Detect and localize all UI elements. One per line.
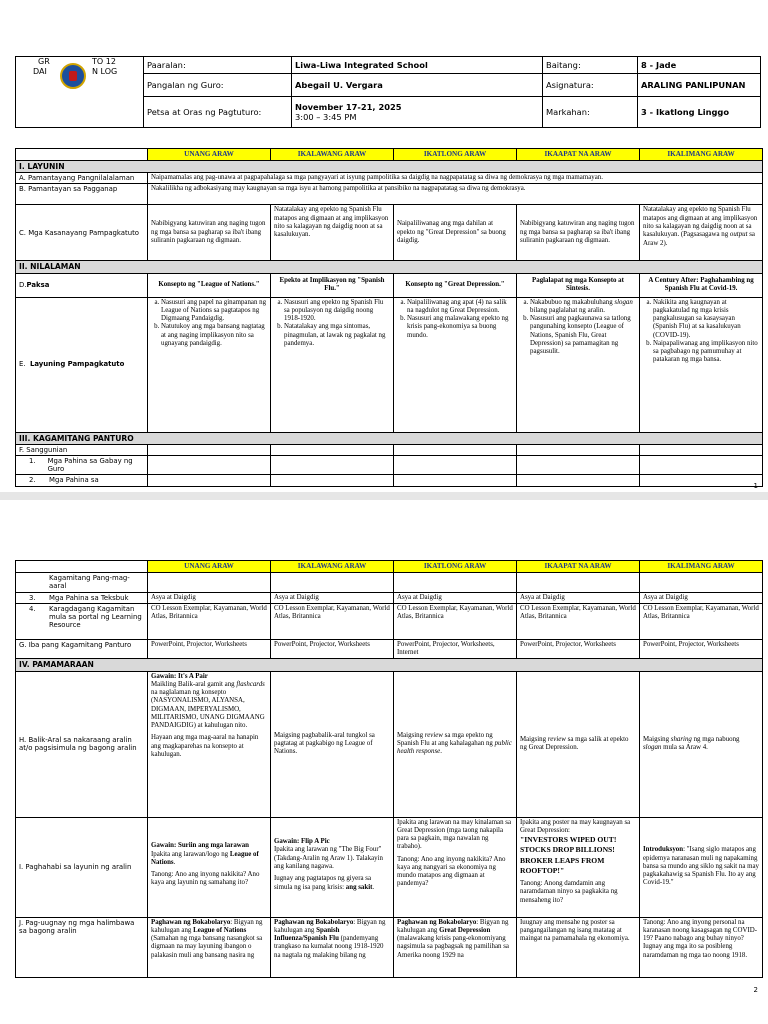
C-day-5 xyxy=(640,205,763,261)
I2-d: . xyxy=(372,883,375,891)
r4-day-5: CO Lesson Exemplar, Kayamanan, World Atlas, Britannica xyxy=(640,603,763,639)
I5-a: Introduksyon xyxy=(643,846,684,854)
I4-b: "INVESTORS WIPED OUT! STOCKS DROP BILLIONS! BROKER LEAPS FROM ROOFTOP!" xyxy=(520,835,617,875)
D-day-3: Konsepto ng "Great Depression." xyxy=(394,273,517,297)
E-day-4-b: b. Nasusuri ang pagkaunawa sa tatlong pangunahing konsepto (League of Nations, Spanish Flu, Great Depression) sa pamamagitan ng pagsusulit. xyxy=(530,315,636,356)
D-day-4: Paglalapat ng mga Konsepto at Sintesis. xyxy=(517,273,640,297)
I2-b: Iugnay ang pagtatapos ng giyera sa simula ng isa pang krisis: xyxy=(274,875,372,891)
C-day-2: Natatalakay ang epekto ng Spanish Flu matapos ang digmaan at ang implikasyon nito sa kalagayan ng daigdig noon at sa kasalukuyan. xyxy=(271,205,394,261)
A-text: Naipamamalas ang pag-unawa at pagpapahalaga sa mga pangyayari at isyung pampolitika sa daigdig na nagpapatatag sa diwa ng demokrasya ng mga mamamayan. xyxy=(148,173,763,184)
r4-day-1: CO Lesson Exemplar, Kayamanan, World Atlas, Britannica xyxy=(148,603,271,639)
H-day-3 xyxy=(394,671,517,817)
J-day-2 xyxy=(271,917,394,977)
J1-c: League of Nations xyxy=(193,926,247,934)
section-layunin: I. LAYUNIN xyxy=(16,161,763,173)
E-label-text: Layuning Pampagkatuto xyxy=(29,360,125,369)
H-day-5 xyxy=(640,671,763,817)
r3-day-3: Asya at Daigdig xyxy=(394,592,517,603)
H-label: H. Balik-Aral sa nakaraang aralin at/o pagsisimula ng bagong aralin xyxy=(16,671,148,817)
F2-label xyxy=(16,475,148,486)
H3-a: Maigsing xyxy=(397,731,424,739)
H3-b: review xyxy=(424,731,443,739)
H5-e: mula sa Araw 4. xyxy=(663,744,708,752)
C-label: C. Mga Kasanayang Pampagkatuto xyxy=(16,205,148,261)
C-day-1: Nabibigyang katuwiran ang naging tugon ng mga bansa sa pagharap sa iba't ibang suliranin pagkaraan ng digmaan. xyxy=(148,205,271,261)
r3-no: 3. xyxy=(29,593,36,602)
I1-c: . xyxy=(173,858,176,866)
day-1-header: UNANG ARAW xyxy=(148,149,271,161)
D-day-1: Konsepto ng "League of Nations." xyxy=(148,273,271,297)
school-label: Paaralan: xyxy=(144,57,292,74)
section-kagamitang-panturo: III. KAGAMITANG PANTURO xyxy=(16,432,763,444)
logo-text-right: TO 12 xyxy=(92,57,116,66)
r4-day-3: CO Lesson Exemplar, Kayamanan, World Atlas, Britannica xyxy=(394,603,517,639)
C-day-5-text: Natatalakay ang epekto ng Spanish Flu matapos ang digmaan at ang implikasyon nito sa kalagayan ng daigdig noon at sa kasalukuyan. (Pagsasagawa ng xyxy=(643,206,758,239)
page-number-2: 2 xyxy=(753,986,758,994)
E-day-3 xyxy=(394,297,517,432)
J3-b: : Bigyan ng kahulugan ang xyxy=(397,918,509,934)
date-value: November 17-21, 2025 xyxy=(295,102,402,112)
E-day-4-a-2: bilang paglalahat ng aralin. xyxy=(530,306,606,314)
I-day-3 xyxy=(394,817,517,917)
I-label: I. Paghahabi sa layunin ng aralin xyxy=(16,817,148,917)
grade-label: Baitang: xyxy=(543,57,638,74)
E-day-2 xyxy=(271,297,394,432)
C-day-5-output: output xyxy=(729,231,748,239)
subject-label: Asignatura: xyxy=(543,74,638,97)
day-5-header-2: IKALIMANG ARAW xyxy=(640,561,763,573)
day-4-header-2: IKAAPAT NA ARAW xyxy=(517,561,640,573)
day-header-row xyxy=(16,149,763,161)
G-day-3: PowerPoint, Projector, Worksheets, Internet xyxy=(394,639,517,659)
logo-text-left-2: DAI xyxy=(33,67,47,76)
I3-b: Tanong: Ano ang inyong nakikita? Ano kaya ang nangyari sa ekonomiya ng mundo matapos ang digmaan at pandemya? xyxy=(397,855,506,888)
page-1 xyxy=(0,0,768,492)
quarter-label: Markahan: xyxy=(543,97,638,128)
logo-text-left: GR xyxy=(38,57,50,66)
r4-text: Karagdagang Kagamitan mula sa portal ng Learning Resource xyxy=(49,604,142,630)
I4-a: Ipakita ang poster na may kaugnayan sa Great Depression: xyxy=(520,818,631,834)
logo-text-right-2: N LOG xyxy=(92,67,118,76)
B-label: B. Pamantayan sa Pagganap xyxy=(16,184,148,205)
H-day-1 xyxy=(148,671,271,817)
day-1-header-2: UNANG ARAW xyxy=(148,561,271,573)
day-2-header: IKALAWANG ARAW xyxy=(271,149,394,161)
D-label-pre: D. xyxy=(19,280,27,289)
r3-day-5: Asya at Daigdig xyxy=(640,592,763,603)
H-day-2: Maigsing pagbabalik-aral tungkol sa pagtatag at pagkabigo ng League of Nations. xyxy=(271,671,394,817)
G-label: G. Iba pang Kagamitang Panturo xyxy=(16,639,148,659)
r3-text: Mga Pahina sa Teksbuk xyxy=(49,593,129,602)
date-label: Petsa at Oras ng Pagtuturo: xyxy=(144,97,292,128)
r4-day-2: CO Lesson Exemplar, Kayamanan, World Atlas, Britannica xyxy=(271,603,394,639)
D-label-text: Paksa xyxy=(26,280,50,289)
E-label xyxy=(16,297,148,432)
J3-d: (malawakang krisis pang-ekonomiyang nagsimula sa pagbagsak ng pamilihan sa Amerika noong 1929 na xyxy=(397,935,509,959)
E-day-5-a: a. Nakikita ang kaugnayan at pagkakatulad ng mga krisis pangkalusugan sa kasaysayan (Spanish Flu) at sa kasalukuyan (COVID-19). xyxy=(653,299,759,340)
main-table-page-2 xyxy=(15,560,763,978)
day-3-header: IKATLONG ARAW xyxy=(394,149,517,161)
r4-label xyxy=(16,603,148,639)
G-day-2: PowerPoint, Projector, Worksheets xyxy=(271,639,394,659)
time-value: 3:00 – 3:45 PM xyxy=(295,112,357,122)
page-number-1: 1 xyxy=(753,482,758,490)
G-day-4: PowerPoint, Projector, Worksheets xyxy=(517,639,640,659)
teacher-label: Pangalan ng Guro: xyxy=(144,74,292,97)
J2-d: (pandemyang trangkaso na kumalat noong 1918-1920 na nagtala ng malaking bilang ng xyxy=(274,935,384,959)
I2-title: Gawain: Flip A Pic xyxy=(274,838,330,846)
I4-c: Tanong: Anong damdamin ang naramdaman ninyo sa pagkakita ng mensaheng ito? xyxy=(520,880,618,904)
school-value: Liwa-Liwa Integrated School xyxy=(292,57,543,74)
E-day-2-a: a. Nasusuri ang epekto ng Spanish Flu sa populasyon ng daigdig noong 1918-1920. xyxy=(284,299,390,324)
H1-d: Hayaan ang mga mag-aaral na hanapin ang magkaparehas na konsepto at kahulugan. xyxy=(151,734,259,759)
day-2-header-2: IKALAWANG ARAW xyxy=(271,561,394,573)
I1-title: Gawain: Suriin ang mga larawan xyxy=(151,842,250,850)
I1-a: Ipakita ang larawan/logo ng xyxy=(151,850,229,858)
H4-a: Maigsing xyxy=(520,735,547,743)
header-table xyxy=(15,56,761,128)
r3-label xyxy=(16,592,148,603)
I1-d: Tanong: Ano ang inyong nakikita? Ano kaya ang layunin ng samahang ito? xyxy=(151,871,260,887)
H1-title: Gawain: It's A Pair xyxy=(151,672,208,680)
B-text: Nakalilikha ng adbokasiyang may kaugnayan sa mga isyu at hamong pampolitika at pansibiko na nagpapatatag sa diwa ng demokrasya. xyxy=(148,184,763,205)
date-value-cell xyxy=(292,97,543,128)
C-day-3: Naipaliliwanag ang mga dahilan at epekto ng "Great Depression" sa buong daigdig. xyxy=(394,205,517,261)
H1-a: Maikling Balik-aral gamit ang xyxy=(151,680,235,688)
J-day-5: Tanong: Ano ang inyong personal na karanasan noong kasagsagan ng COVID-19? Paano nabago ang buhay ninyo? Iugnay ang mga ito sa posibleng naramdaman ng mga tao noong 1918. xyxy=(640,917,763,977)
I3-a: Ipakita ang larawan na may kinalaman sa Great Depression (mga taong nakapila para sa pagkain, mga nawalan ng trabaho). xyxy=(397,818,512,851)
E-day-2-b: b. Natatalakay ang mga sintomas, pinagmulan, at lawak ng pagkalat ng pandemya. xyxy=(284,323,390,348)
I-day-1 xyxy=(148,817,271,917)
J2-a: Paghawan ng Bokabolaryo xyxy=(274,918,354,926)
E-day-5-b: b. Naipapaliwanag ang implikasyon nito sa pagbabago ng pamumuhay at patakaran ng mga bansa. xyxy=(653,340,759,365)
F1-no: 1. xyxy=(29,456,36,465)
I2-c: ang sakit xyxy=(345,883,373,891)
D-day-5: A Century After: Paghahambing ng Spanish Flu at Covid-19. xyxy=(640,273,763,297)
H3-d: public health response xyxy=(397,739,512,756)
day-header-row-2 xyxy=(16,561,763,573)
deped-seal-icon xyxy=(60,63,86,89)
J-day-1 xyxy=(148,917,271,977)
r3-day-1: Asya at Daigdig xyxy=(148,592,271,603)
D-label xyxy=(16,273,148,297)
teacher-value: Abegail U. Vergara xyxy=(292,74,543,97)
J2-b: : Bigyan ng kahulugan ang xyxy=(274,918,386,934)
cont-label: Kagamitang Pang-mag-aaral xyxy=(16,573,148,593)
day-5-header: IKALIMANG ARAW xyxy=(640,149,763,161)
section-nilalaman: II. NILALAMAN xyxy=(16,261,763,273)
E-day-3-a: a. Naipaliliwanag ang apat (4) na salik na nagdulot ng Great Depression. xyxy=(407,299,513,316)
H1-b: flashcards xyxy=(236,680,265,688)
J3-a: Paghawan ng Bokabolaryo xyxy=(397,918,477,926)
E-day-1-a: a. Nasusuri ang papel na ginampanan ng League of Nations sa pagtatapos ng Digmaang Pandaigdig. xyxy=(161,299,267,324)
J1-d: (Samahan ng mga bansang nasangkot sa digmaan na may layuning ibangon o palakasin muli ang bansang nasira ng xyxy=(151,935,263,959)
E-day-4-a-1: Nakabubuo ng makabuluhang xyxy=(530,298,613,306)
r4-day-4: CO Lesson Exemplar, Kayamanan, World Atlas, Britannica xyxy=(517,603,640,639)
r3-day-2: Asya at Daigdig xyxy=(271,592,394,603)
H3-c: sa mga epekto ng Spanish Flu at ang kahalagahan ng xyxy=(397,731,493,747)
E-label-pre: E. xyxy=(19,360,26,369)
I-day-5 xyxy=(640,817,763,917)
J-label: J. Pag-uugnay ng mga halimbawa sa bagong aralin xyxy=(16,917,148,977)
day-4-header: IKAAPAT NA ARAW xyxy=(517,149,640,161)
I-day-4 xyxy=(517,817,640,917)
J-day-3 xyxy=(394,917,517,977)
H4-c: sa mga salik at epekto ng Great Depression. xyxy=(520,735,629,752)
page-2 xyxy=(0,500,768,1024)
E-day-3-b: b. Nasusuri ang malawakang epekto ng krisis pang-ekonomiya sa buong mundo. xyxy=(407,315,513,340)
E-day-4-a xyxy=(530,299,636,316)
J-day-4: Iuugnay ang mensahe ng poster sa pangangailangan ng isang matatag at maingat na pamamahala ng ekonomiya. xyxy=(517,917,640,977)
H5-d: slogan xyxy=(643,744,662,752)
J1-a: Paghawan ng Bokabolaryo xyxy=(151,918,231,926)
day-3-header-2: IKATLONG ARAW xyxy=(394,561,517,573)
I1-b: League of Nations xyxy=(151,850,259,866)
subject-value: ARALING PANLIPUNAN xyxy=(638,74,761,97)
H5-a: Maigsing xyxy=(643,735,670,743)
main-table-page-1 xyxy=(15,148,763,487)
G-day-1: PowerPoint, Projector, Worksheets xyxy=(148,639,271,659)
E-day-4-a-slogan: slogan xyxy=(614,298,633,306)
J2-c: Spanish Influenza/Spanish Flu xyxy=(274,926,340,943)
F1-label xyxy=(16,455,148,475)
H-day-4 xyxy=(517,671,640,817)
E-day-4 xyxy=(517,297,640,432)
H5-c: ng mga nabuong xyxy=(693,735,740,743)
r3-day-4: Asya at Daigdig xyxy=(517,592,640,603)
H1-c: na naglalaman ng konsepto (NASYONALISMO, ALYANSA, DIGMAAN, IMPERYALISMO, MILITARISMO, UNANG DIGMAANG PANDAIGDIG) at kahulugan nito. xyxy=(151,689,265,730)
H4-b: review xyxy=(547,735,566,743)
G-day-5: PowerPoint, Projector, Worksheets xyxy=(640,639,763,659)
F-label: F. Sanggunian xyxy=(16,444,148,455)
r4-no: 4. xyxy=(29,604,36,613)
section-pamamaraan: IV. PAMAMARAAN xyxy=(16,659,763,671)
C-day-5-tail: sa Araw 2). xyxy=(643,231,755,247)
E-day-1-b: b. Natutukoy ang mga bansang nagtatag at ang naging implikasyon nito sa ugnayang pandaigdig. xyxy=(161,323,267,348)
quarter-value: 3 - Ikatlong Linggo xyxy=(638,97,761,128)
H3-e: . xyxy=(440,748,442,756)
I-day-2 xyxy=(271,817,394,917)
A-label: A. Pamantayang Pangnilalalaman xyxy=(16,173,148,184)
D-day-2: Epekto at Implikasyon ng "Spanish Flu." xyxy=(271,273,394,297)
F1-text: Mga Pahina sa Gabay ng Guro xyxy=(47,456,133,474)
deped-logo-cell xyxy=(16,57,144,128)
J1-b: : Bigyan ng kahulugan ang xyxy=(151,918,263,934)
F2-text: Mga Pahina sa xyxy=(49,476,99,485)
C-day-4: Nabibigyang katuwiran ang naging tugon ng mga bansa sa pagharap sa iba't ibang suliranin pagkaraan ng digmaan. xyxy=(517,205,640,261)
H5-b: sharing xyxy=(670,735,692,743)
I5-b: : "Isang siglo matapos ang epidemya naranasan muli ng napakaming bansa sa mundo ang siklo ng sakit na may pagkakahawig sa Spanish Flu. Ito ay ang Covid-19." xyxy=(643,846,759,887)
J3-c: Great Depression xyxy=(439,926,491,934)
F2-no: 2. xyxy=(29,476,36,485)
E-day-1 xyxy=(148,297,271,432)
grade-value: 8 - Jade xyxy=(638,57,761,74)
E-day-5 xyxy=(640,297,763,432)
I2-a: Ipakita ang larawan ng "The Big Four" (Takdang-Aralin ng Araw 1). Talakayin ang kanilang nagawa. xyxy=(274,846,383,871)
